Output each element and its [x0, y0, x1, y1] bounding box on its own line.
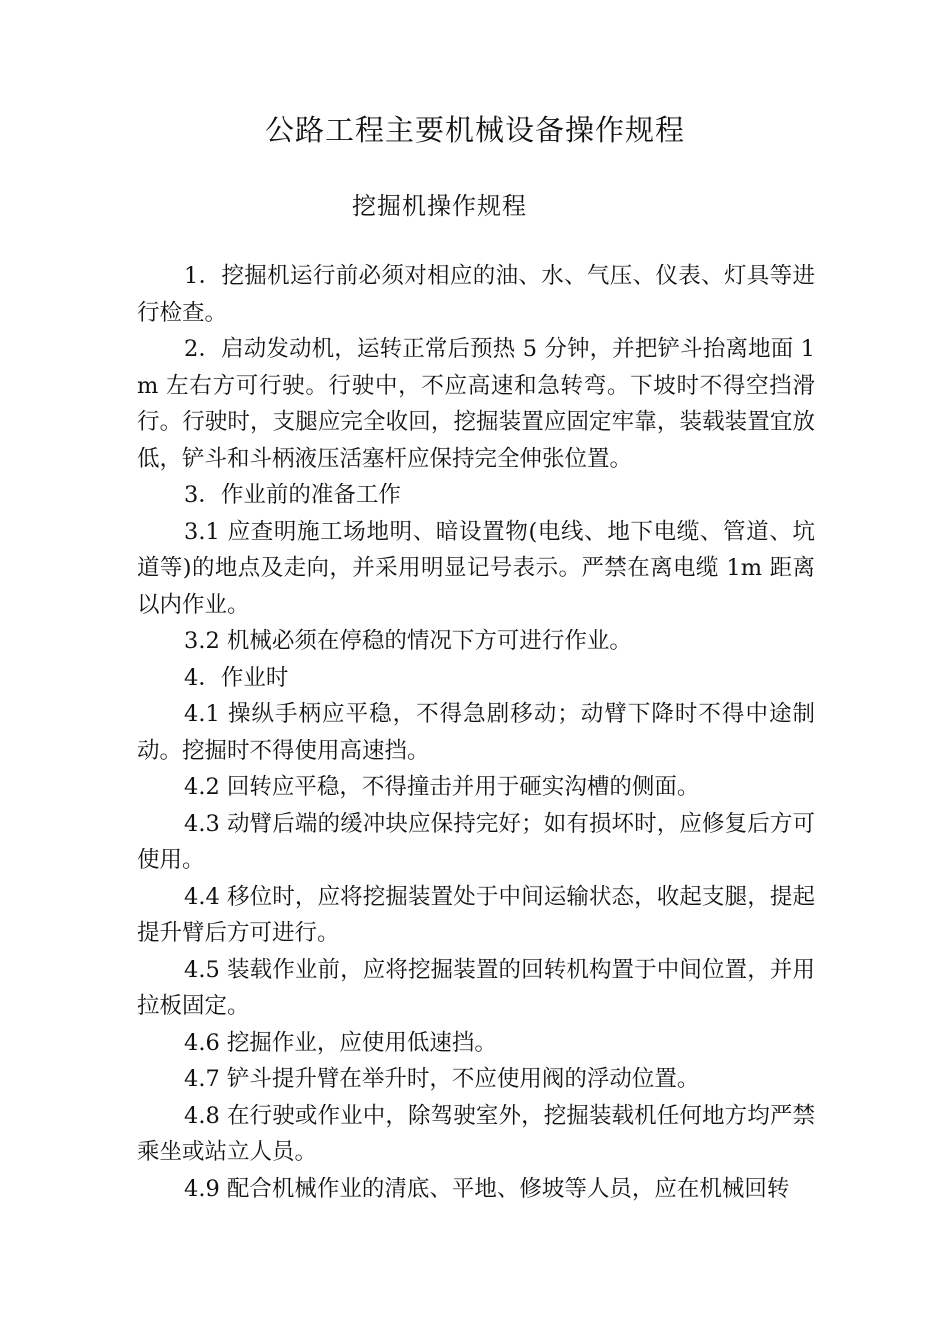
section-title: 挖掘机操作规程 — [352, 192, 527, 220]
paragraph-3-2: 3.2 机械必须在停稳的情况下方可进行作业。 — [184, 628, 632, 654]
document-body — [137, 258, 815, 1207]
paragraph-4-3: 4.3 动臂后端的缓冲块应保持完好；如有损坏时，应修复后方可使用。 — [137, 810, 815, 873]
paragraph-4-4: 4.4 移位时，应将挖掘装置处于中间运输状态，收起支腿，提起提升臂后方可进行。 — [137, 883, 815, 946]
paragraph-1: 1．挖掘机运行前必须对相应的油、水、气压、仪表、灯具等进行检查。 — [137, 263, 815, 326]
paragraph-4-1: 4.1 操纵手柄应平稳，不得急剧移动；动臂下降时不得中途制动。挖掘时不得使用高速挡。 — [137, 701, 815, 764]
paragraph-4: 4．作业时 — [184, 664, 289, 691]
paragraph-4-7: 4.7 铲斗提升臂在举升时，不应使用阀的浮动位置。 — [184, 1066, 700, 1092]
paragraph-3: 3．作业前的准备工作 — [184, 482, 401, 508]
paragraph-4-8: 4.8 在行驶或作业中，除驾驶室外，挖掘装载机任何地方均严禁乘坐或站立人员。 — [137, 1102, 815, 1165]
document-title: 公路工程主要机械设备操作规程 — [264, 113, 685, 147]
paragraph-4-9: 4.9 配合机械作业的清底、平地、修坡等人员，应在机械回转 — [184, 1175, 790, 1202]
paragraph-4-5: 4.5 装载作业前，应将挖掘装置的回转机构置于中间位置，并用拉板固定。 — [137, 956, 815, 1019]
paragraph-4-2: 4.2 回转应平稳，不得撞击并用于砸实沟槽的侧面。 — [184, 774, 700, 800]
paragraph-2: 2．启动发动机，运转正常后预热 5 分钟，并把铲斗抬离地面 1m 左右方可行驶。行驶中，不应高速和急转弯。下坡时不得空挡滑行。行驶时，支腿应完全收回，挖掘装置应固定牢靠，装载装置宜放低，铲斗和斗柄液压活塞杆应保持完全伸张位置。 — [137, 336, 815, 472]
paragraph-4-6: 4.6 挖掘作业，应使用低速挡。 — [184, 1029, 497, 1056]
paragraph-3-1: 3.1 应查明施工场地明、暗设置物(电线、地下电缆、管道、坑道等)的地点及走向，并采用明显记号表示。严禁在离电缆 1m 距离以内作业。 — [137, 518, 815, 618]
